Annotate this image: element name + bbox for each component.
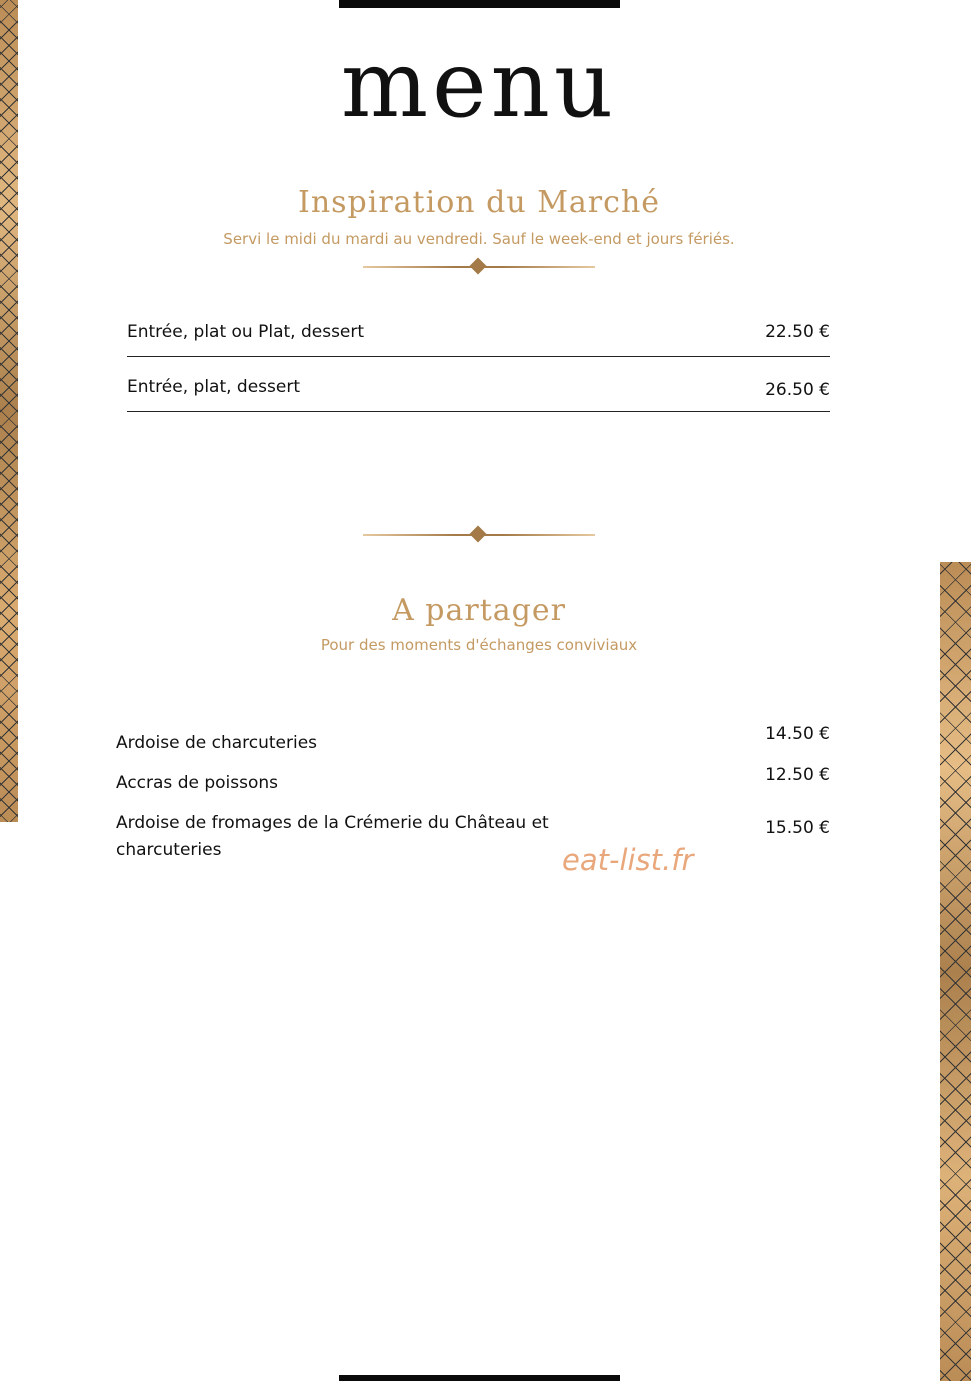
item-price: 26.50 € <box>765 380 830 400</box>
item-price: 14.50 € <box>765 724 830 744</box>
ornament-divider <box>363 525 595 545</box>
item-name: Entrée, plat, dessert <box>127 377 301 397</box>
section-title-marche: Inspiration du Marché <box>297 185 661 220</box>
top-bar <box>339 0 620 8</box>
item-name: Ardoise de fromages de la Crémerie du Château et charcuteries <box>116 813 549 860</box>
diamond-icon <box>470 258 487 275</box>
item-price: 15.50 € <box>765 818 830 838</box>
section-title-partager: A partager <box>392 593 566 628</box>
decorative-border-right <box>940 562 971 1381</box>
section-subtitle-marche: Servi le midi du mardi au vendredi. Sauf le week-end et jours fériés. <box>223 230 735 248</box>
diamond-icon <box>470 526 487 543</box>
watermark: eat-list.fr <box>562 843 694 877</box>
item-price: 22.50 € <box>765 322 830 342</box>
section-subtitle-partager: Pour des moments d'échanges conviviaux <box>320 636 638 654</box>
menu-title: menu <box>340 31 618 138</box>
item-name: Accras de poissons <box>116 773 279 793</box>
ornament-divider <box>363 257 595 277</box>
item-name: Entrée, plat ou Plat, dessert <box>127 322 365 342</box>
item-name: Ardoise de charcuteries <box>116 733 318 753</box>
item-price: 12.50 € <box>765 765 830 785</box>
menu-row <box>127 359 830 412</box>
menu-row <box>127 304 830 357</box>
bottom-bar <box>339 1375 620 1381</box>
